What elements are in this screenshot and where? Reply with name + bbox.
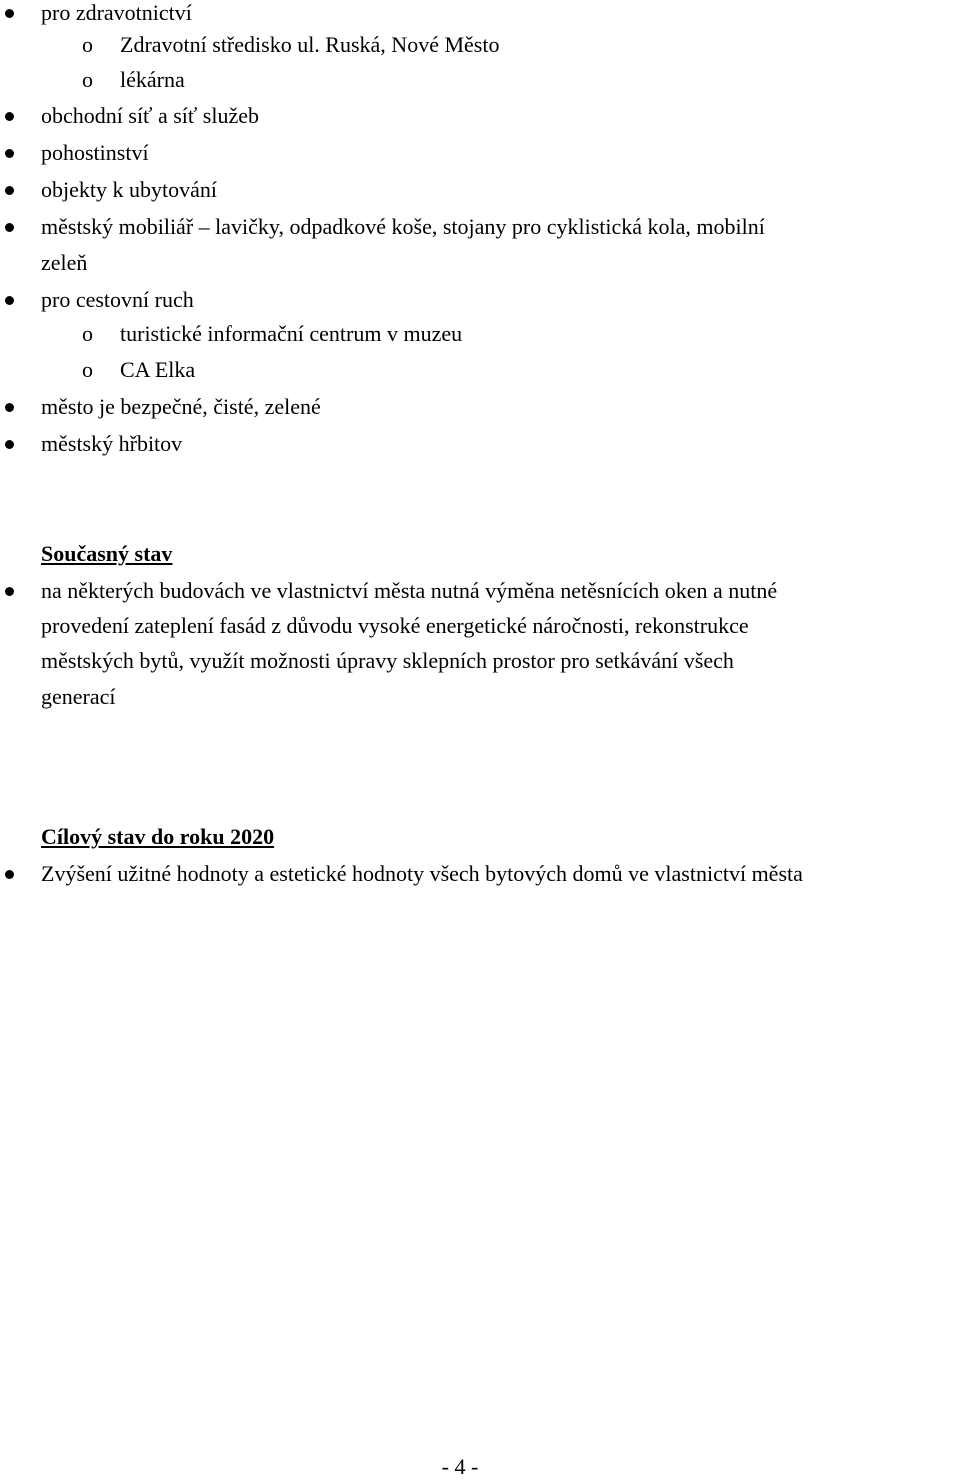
sub-bullet-icon: o	[82, 67, 93, 92]
sub-bullet-icon: o	[82, 321, 93, 346]
bullet-icon	[5, 587, 14, 596]
paragraph-line: městských bytů, využít možnosti úpravy sklepních prostor pro setkávání všech	[41, 648, 734, 673]
bullet-icon	[5, 149, 14, 158]
paragraph-line: provedení zateplení fasád z důvodu vysoké energetické náročnosti, rekonstrukce	[41, 613, 749, 638]
bullet-icon	[5, 9, 14, 18]
list-item: městský hřbitov	[41, 431, 183, 456]
list-item: obchodní síť a síť služeb	[41, 103, 259, 128]
page-number: - 4 -	[441, 1454, 479, 1479]
list-item: město je bezpečné, čisté, zelené	[41, 394, 321, 419]
sub-list-item: CA Elka	[120, 357, 196, 382]
list-item: pro zdravotnictví	[41, 0, 192, 25]
list-item: městský mobiliář – lavičky, odpadkové koše, stojany pro cyklistická kola, mobilní	[41, 214, 765, 239]
section-heading-target-state: Cílový stav do roku 2020	[41, 824, 275, 849]
bullet-icon	[5, 186, 14, 195]
sub-list-item: lékárna	[120, 67, 185, 92]
bullet-icon	[5, 440, 14, 449]
sub-list-item: turistické informační centrum v muzeu	[120, 321, 463, 346]
sub-bullet-icon: o	[82, 357, 93, 382]
list-item: objekty k ubytování	[41, 177, 217, 202]
section-heading-current-state: Současný stav	[41, 541, 173, 566]
sub-bullet-icon: o	[82, 32, 93, 57]
paragraph-line: generací	[41, 684, 116, 709]
bullet-icon	[5, 223, 14, 232]
bullet-icon	[5, 870, 14, 879]
sub-list-item: Zdravotní středisko ul. Ruská, Nové Město	[120, 32, 500, 57]
bullet-icon	[5, 112, 14, 121]
paragraph-line: Zvýšení užitné hodnoty a estetické hodnoty všech bytových domů ve vlastnictví města	[41, 861, 803, 886]
paragraph-line: na některých budovách ve vlastnictví města nutná výměna netěsnících oken a nutné	[41, 578, 778, 603]
list-item: pro cestovní ruch	[41, 287, 194, 312]
bullet-icon	[5, 296, 14, 305]
list-item-continuation: zeleň	[41, 250, 88, 275]
list-item: pohostinství	[41, 140, 149, 165]
bullet-icon	[5, 403, 14, 412]
